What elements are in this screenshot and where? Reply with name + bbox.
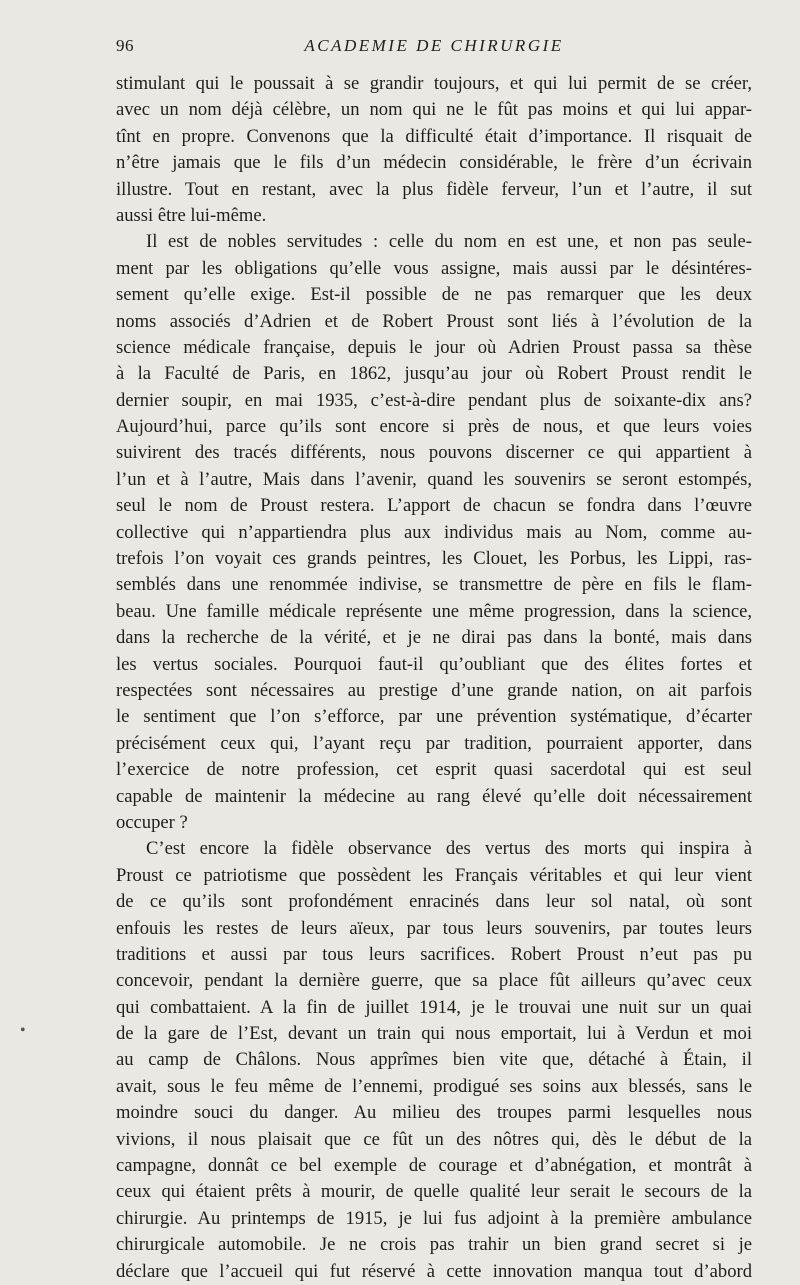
text-line: avait, sous le feu même de l’ennemi, prodigué ses soins aux blessés, sans le [116,1075,752,1097]
text-line: stimulant qui le poussait à se grandir toujours, et qui lui permit de se créer, [116,73,752,94]
text-line: ceux qui étaient prêts à mourir, de quelle qualité leur serait le secours de la [116,1181,752,1203]
text-line: le sentiment que l’on s’efforce, par une prévention systématique, d’écarter [116,706,752,728]
paragraph [116,229,752,836]
text-line: avec un nom déjà célèbre, un nom qui ne le fût pas moins et qui lui appar- [116,99,752,121]
text-line: traditions et aussi par tous leurs sacrifices. Robert Proust n’eut pas pu [116,943,752,965]
text-line: illustre. Tout en restant, avec la plus fidèle ferveur, l’un et l’autre, il sut [116,178,752,200]
text-line: sement qu’elle exige. Est-il possible de ne pas remarquer que les deux [116,284,752,306]
text-line: déclare que l’accueil qui fut réservé à cette innovation manqua tout d’abord [116,1260,752,1282]
text-line: l’exercice de notre profession, cet esprit quasi sacerdotal qui est seul [116,759,752,781]
text-line: capable de maintenir la médecine au rang élevé qu’elle doit nécessairement [116,785,752,807]
text-line: seul le nom de Proust restera. L’apport de chacun se fondra dans l’œuvre [116,495,752,517]
text-line: campagne, donnât ce bel exemple de courage et d’abnégation, et montrât à [116,1155,752,1177]
text-line: concevoir, pendant la dernière guerre, que sa place fût ailleurs qu’avec ceux [116,970,752,992]
text-line: C’est encore la fidèle observance des vertus des morts qui inspira à [146,838,752,860]
running-title: ACADEMIE DE CHIRURGIE [304,36,564,55]
page-number: 96 [116,36,134,55]
paragraph [116,71,752,229]
text-line: tînt en propre. Convenons que la difficulté était d’importance. Il risquait de [116,125,752,147]
margin-mark: • [20,1022,26,1039]
text-line: collective qui n’appartiendra plus aux individus mais au Nom, comme au- [116,521,752,543]
text-line: qui combattaient. A la fin de juillet 1914, je le trouvai une nuit sur un quai [116,996,752,1018]
text-line: de ce qu’ils sont profondément enracinés dans leur sol natal, où sont [116,891,752,913]
text-line: Il est de nobles servitudes : celle du nom en est une, et non pas seule- [146,231,752,253]
page-header [116,36,752,58]
text-line: beau. Une famille médicale représente une même progression, dans la science, [116,600,752,622]
text-line: les vertus sociales. Pourquoi faut-il qu’oubliant que des élites fortes et [116,653,752,675]
text-line: dernier soupir, en mai 1935, c’est-à-dire pendant plus de soixante-dix ans? [116,389,752,411]
body-text [116,71,752,1285]
text-line: chirurgicale automobile. Je ne crois pas trahir un bien grand secret si je [116,1234,752,1256]
text-line: ment par les obligations qu’elle vous assigne, mais aussi par le désintéres- [116,257,752,279]
text-line: l’un et à l’autre, Mais dans l’avenir, quand les souvenirs se seront estompés, [116,468,752,490]
text-line: noms associés d’Adrien et de Robert Proust sont liés à l’évolution de la [116,310,752,332]
text-line: précisément ceux qui, l’ayant reçu par tradition, pourraient apporter, dans [116,732,752,754]
text-line: science médicale française, depuis le jour où Adrien Proust passa sa thèse [116,336,752,358]
text-line: Proust ce patriotisme que possèdent les Français véritables et qui leur vient [116,864,752,886]
text-line: aussi être lui-même. [116,204,267,226]
text-line: au camp de Châlons. Nous apprîmes bien vite que, détaché à Étain, il [116,1049,752,1071]
text-line: semblés dans une renommée indivise, se transmettre de père en fils le flam- [116,574,752,596]
text-line: respectées sont nécessaires au prestige d’une grande nation, on ait parfois [116,679,752,701]
text-line: chirurgie. Au printemps de 1915, je lui fus adjoint à la première ambulance [116,1207,752,1229]
text-line: Aujourd’hui, parce qu’ils sont encore si près de nous, et que leurs voies [116,416,752,438]
text-line: à la Faculté de Paris, en 1862, jusqu’au jour où Robert Proust rendit le [116,363,752,385]
text-line: de la gare de l’Est, devant un train qui nous emportait, lui à Verdun et moi [116,1023,752,1045]
text-line: moindre souci du danger. Au milieu des troupes parmi lesquelles nous [116,1102,752,1124]
text-line: dans la recherche de la vérité, et je ne dirai pas dans la bonté, mais dans [116,627,752,649]
text-line: vivions, il nous plaisait que ce fût un des nôtres qui, dès le début de la [116,1128,752,1150]
text-line: suivirent des tracés différents, nous pouvons discerner ce qui appartient à [116,442,752,464]
text-line: trefois l’on voyait ces grands peintres, les Clouet, les Porbus, les Lippi, ras- [116,548,752,570]
text-line: n’être jamais que le fils d’un médecin considérable, le frère d’un écrivain [116,152,752,174]
paragraph [116,836,752,1285]
text-line: occuper ? [116,811,188,833]
text-line: enfouis les restes de leurs aïeux, par tous leurs souvenirs, par toutes leurs [116,917,752,939]
